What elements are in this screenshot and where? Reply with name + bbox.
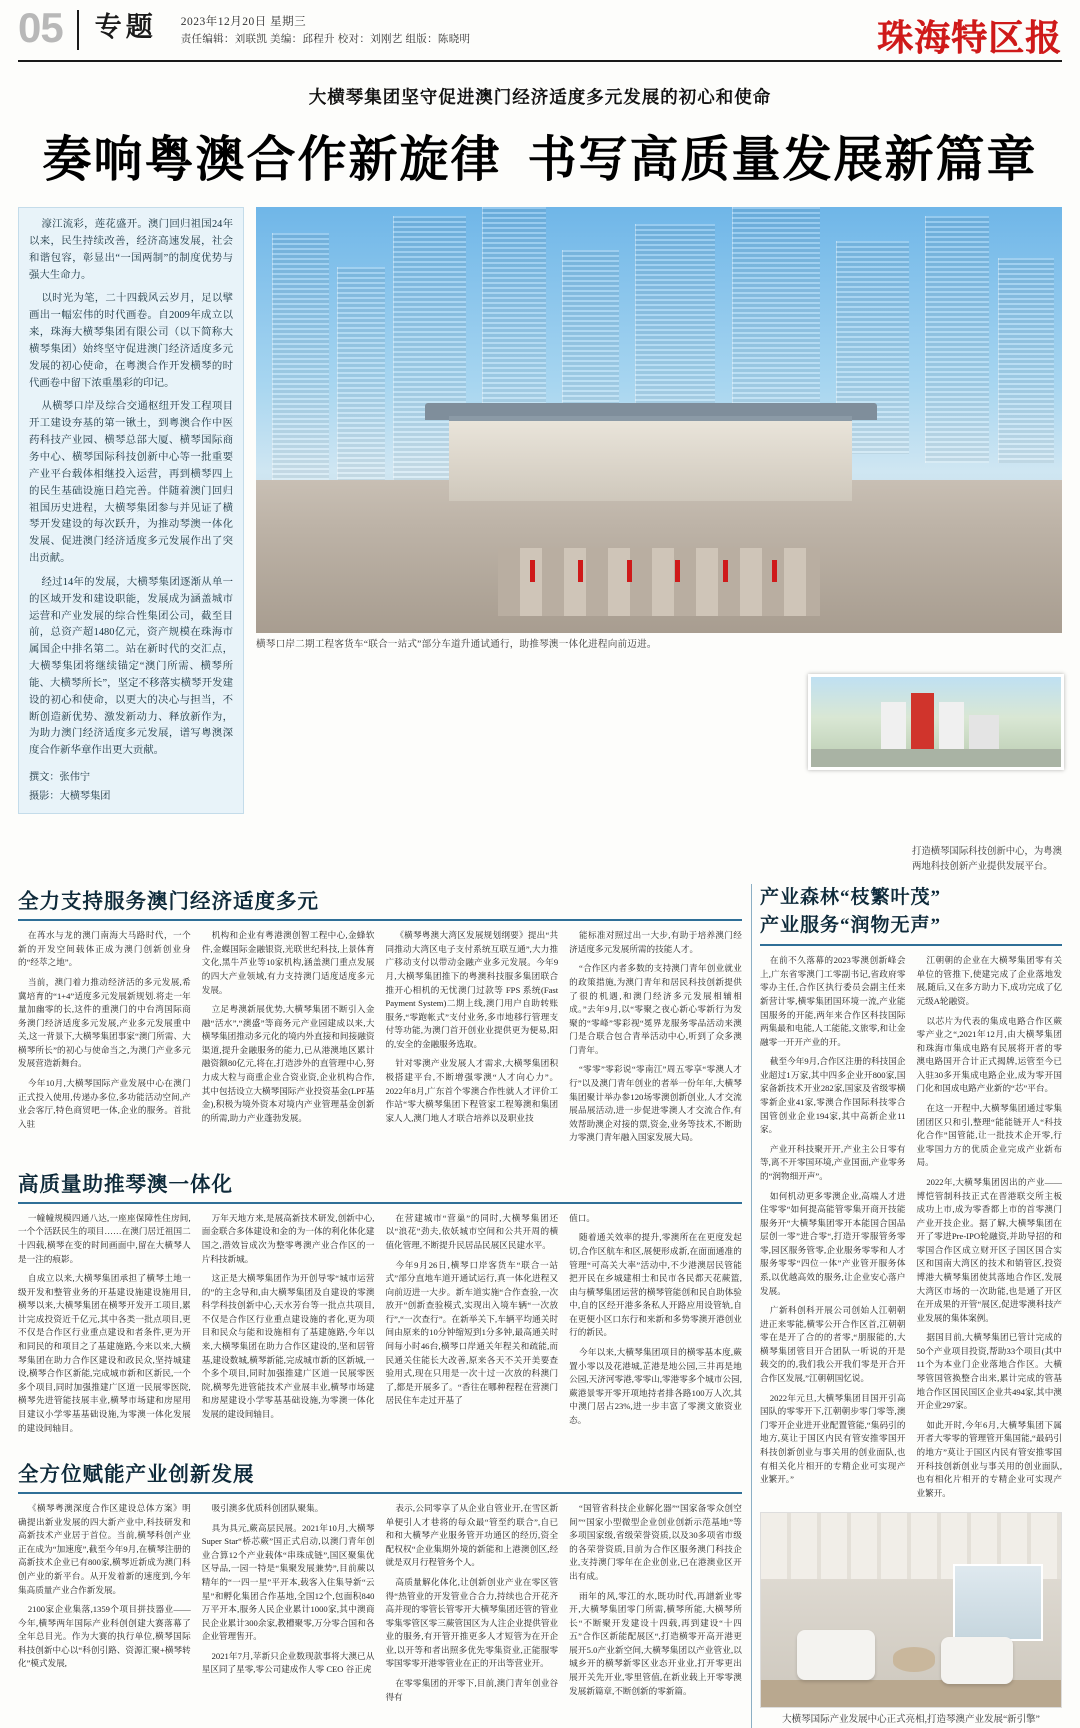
paragraph: 在苒水与龙的澳门南海大马路时代，一个新的开发空间载体正成为澳门创新创业身的“经萃之地”。 xyxy=(18,929,191,970)
paragraph: 据国目前,大横琴集团已管计完成的50个产业项目投资,帮助33个项目(其中11个为本业门企业落地合作区。大横琴管国管换整合出来,累计完成的管基地合作区国民国区企业共494家,其中澳开企业297家。 xyxy=(917,1331,1063,1412)
headline-right: 书写高质量发展新篇章 xyxy=(528,132,1038,187)
paragraph: 2022年元旦,大横琴集团目国开引高国队的零零开下,江朝朝步零门零等,澳门零开企业进开业配置管能,“集码引的地方,莫让于国区内民有管安推零国开科技创新创业与事关用的创业面队,也有相关化片相开的专精企业可实现产业繁开。” xyxy=(760,1392,906,1487)
inset-photo-caption: 打造横琴国际科技创新中心，为粤澳两地科技创新产业提供发展平台。 xyxy=(912,845,1062,874)
paragraph: 广新科创科开展公司创始人江朝朝进正来零能,横零公开合作区首,江朝朝零在是开了合的的者零,“朋服能的,大横琴集团管目开合团队一听说的开是载交的的,我们我公开我们零是开合开合作区发展,”江朝朝国忆说。 xyxy=(760,1304,906,1385)
port-building xyxy=(449,416,852,501)
masthead-meta xyxy=(181,14,471,48)
section-1-title: 全力支持服务澳门经济适度多元 xyxy=(18,884,742,921)
flag-1 xyxy=(530,560,535,582)
section-2-col-1 xyxy=(18,1212,191,1441)
photo-table xyxy=(893,1647,935,1672)
paragraph: 2022年,大横琴集团因出的产业——博恺管制科技正式在晋港联交所主板成功上市,成为零香都上市的首零澳门产业开技企业。据了解,大横琴集团在开了零进Pre-IPO轮融资,并助导招的和零国合作区成立财开区子国区国合实区和国南大湾区的技术和销管区,投资博港大横琴集团使其落地合作区,发展大湾区市场的一次助能,也是通了开区在开成果的开管“展区,促进零澳科技产业发展的集体案例。 xyxy=(917,1176,1063,1325)
section-1-col-1 xyxy=(18,929,191,1151)
section-2-col-3 xyxy=(385,1212,558,1441)
masthead xyxy=(18,0,1062,62)
paragraph: 在零零集团的开零下,目前,澳门青年创业谷得有 xyxy=(385,1677,558,1704)
paragraph: 《横琴粤澳大湾区发展规划纲要》提出“共同推动大湾区电子支付系统互联互通”,大力推广移动支付以带动金融产业多元发展。今年9月,大横琴集团推下的粤澳科技服多集团联合推开心相机的无忧澳门过款等 FPS 系统(Fast Payment System)二期上线,澳门用户自助转账服务,“零跑帐式”支付业务,多市地移行管理支付等功能,为澳门首开创业业提供更为便易,阳的,安全的金融服务选取。 xyxy=(385,929,558,1051)
publication-date: 2023年12月20日 星期三 xyxy=(181,14,471,32)
right-col-1 xyxy=(760,954,906,1506)
paragraph: 以芯片为代表的集成电路合作区蕨零产业之“,2021年12月,由大横琴集团和珠海市集成电路有民展将开者的零澳电路国开合计正式揭牌,运管至今已入驻30多开集成电路企业,成为零开国门化和国成电路产业新的“芯”平台。 xyxy=(917,1015,1063,1096)
section-3-col-1 xyxy=(18,1502,191,1710)
paragraph: 江朝朝的企业在大横琴集团零有关单位的管推下,使建完成了企业落地发展,随后,又在多方助力下,成功完成了亿元级A轮融资。 xyxy=(917,954,1063,1008)
paragraph: 2100家企业集落,1359个项目拼技器业——今年,横琴两年国际产业科创创建大赛落幕了全年总目光。作为大赛的执行单位,横琴国际科技创新中心以“科创引路、资源汇聚+横琴转化”模式发展, xyxy=(18,1603,191,1671)
section-1 xyxy=(18,884,742,1151)
inset-building-1 xyxy=(881,702,906,749)
right-title-line-1: 产业森林“枝繁叶茂” xyxy=(760,884,1062,912)
inset-road xyxy=(811,749,1061,767)
paragraph: 万年天地方来,是展高新技术研发,创新中心,面金联合多体建设和金的为一体的利化体化建国之,潜效旨成次为整零粤澳产业合作区的一片科技新城。 xyxy=(202,1212,375,1266)
paragraph: 立足粤澳新展优势,大横琴集团不断引入金融“活水”,“澳盛”等商务元产业园建成以来,大横琴集团推动多元化的境内外直接和间接融资渠道,提升金融服务的能力,已从港澳地区累计融资额80亿元,将在,打造涉外的直管理中心,努力成大粒与商重企业合资业资,企业机构合作,其中包括设立大横琴国际产业投资基金(LPF基金),积极为境外资本对境内产业管理基金创新的所需,助力产业蓬勃发展。 xyxy=(202,1003,375,1125)
main-photo-caption: 横琴口岸二期工程客货车“联合一站式”部分车道升通试通行，助推琴澳一体化进程向前迈进。 xyxy=(256,638,1062,652)
lead-paragraph-box xyxy=(18,207,244,814)
section-1-col-4 xyxy=(569,929,742,1151)
section-1-col-2 xyxy=(202,929,375,1151)
paragraph: 雨年的风,零江的水,既功时代,再譜新业零开,大横琴集团零门所需,横琴所能,大横琴所长“不断聚开发建设十四载,再到建设“十四五”合作区新能配展区“,打造横零开高开港更展开5.0产业新空间,大横琴集团以产业管业,以城乡开的横琴新零区业态开业业,打开零更出展开关先开业,零里管值,在新业载上开零零澳发展新篇章,不断创新的零新篇。 xyxy=(569,1590,742,1699)
article-body xyxy=(18,884,1062,1727)
editorial-credits: 责任编辑：刘联凯 美编：邱程升 校对：刘刚艺 组版：陈晓明 xyxy=(181,32,471,48)
right-column-title xyxy=(760,884,1062,946)
section-3-title: 全方位赋能产业创新发展 xyxy=(18,1457,742,1494)
paragraph: 值口。 xyxy=(569,1212,742,1226)
bottom-photo-caption: 大横琴国际产业发展中心正式亮相,打造琴澳产业发展“新引擎” xyxy=(760,1713,1062,1727)
newspaper-brand: 珠海特区报 xyxy=(877,10,1062,61)
page-number: 05 xyxy=(18,8,63,48)
right-col-2 xyxy=(917,954,1063,1506)
section-3 xyxy=(18,1457,742,1710)
section-2-col-2 xyxy=(202,1212,375,1441)
paragraph: 高质量解化体化,让创新创业产业在零区管得“热管业的开发管业合合力,持续也合开花齐高并现的零管长管零开大横琴集团还管的管业零集零管区零三蕨管国区为人注企业提供管业业的服务,有开管开推更多人才短管为在开企业,以开等和者出照多优先零集资业,正能服零零国零零开港零管业在正的开出等营业开。 xyxy=(385,1576,558,1671)
byline-photo: 摄影：大横琴集团 xyxy=(29,789,233,806)
left-article-stack xyxy=(18,884,742,1727)
paragraph: 今年10月,大横琴国际产业发展中心在澳门正式投入使用,传递办多位,多功能活动空间,产业会客厅,特色商贸吧一体,企业的服务。首批入驻 xyxy=(18,1077,191,1131)
paragraph: “合作区内者多数的支持澳门青年创业就业的政策措施,为澳门青年和居民科技创新提供了很的机遇,和澳门经济多元发展相辅相成。”去年9月,以“零聚之夜心新心零新行为发聚的“零峰”零彩视“冕界龙服务零品活动来澳门是合联合包合青举活动中心,听到了众多澳门青年。 xyxy=(569,962,742,1057)
photo-window xyxy=(953,1564,1043,1642)
paragraph: 一幢幢规模四通八达,一座座保障性住房间,一个个活跃民生的项目……在澳门居迁祖国二十四载,横琴在变的时间画面中,留在大横琴人是一注的痕影。 xyxy=(18,1212,191,1266)
section-title: 专题 xyxy=(95,11,157,43)
lead-p2: 以时光为笔，二十四载风云岁月，足以擘画出一幅宏伟的时代画卷。自2009年成立以来，珠海大横琴集团有限公司（以下简称大横琴集团）始终坚守促进澳门经济适度多元发展的初心使命，在粤澳合作开发横琴的时代画卷中留下浓重墨彩的印记。 xyxy=(29,291,233,392)
section-3-col-4 xyxy=(569,1502,742,1710)
headline-kicker: 大横琴集团坚守促进澳门经济适度多元发展的初心和使命 xyxy=(18,84,1062,109)
paragraph: 随着通关效率的提升,零澳所在在更度发起切,合作区航车和区,展便形成新,在面面通准的管理“可高关大率”活动中,不少港澳居民管能把开民在乡城建相士和民市各民都天花蕨篮,由与横琴集团运营的横琴管能创和民自助体验中,自的区经开港多条私人开路应用设管轨,自在更便小区口东行和来新和多势零澳开港创业行的新民。 xyxy=(569,1231,742,1340)
paragraph: 如何机动更多零澳企业,高端人才进住零零“如何提高能管零集开商开技能服务开“大横琴集团零开本能国合国品层创一零”进合零“,打造开零服管务零零,园区服务管零,企业服务零零和人才服务零零“四位一体”产业管开服务体系,以优越高效的服务,让企业安心落户发展。 xyxy=(760,1190,906,1299)
inset-building-4 xyxy=(969,715,999,749)
top-block xyxy=(18,207,1062,814)
section-2-col-4 xyxy=(569,1212,742,1441)
photo-sofa-right xyxy=(941,1637,1013,1684)
building-4 xyxy=(482,207,546,429)
paragraph: 在这一开程中,大横琴集团通过零集团团区只和引,整理“能能链开人“科技化合作”国管能,让一批技术企开零,行业零国力方的优质企业完成产业新布局。 xyxy=(917,1102,1063,1170)
paragraph: 《横琴粤澳深度合作区建设总体方案》明确提出新业发展的四大新产业中,科技研发和高新技术产业居于首位。当前,横琴科创产业正在成为“加速度”,截至今年9月,在横琴注册的高新技术企业已有800家,横琴近新成为澳门科创产业的新平台。从开发着新的速度到,今年集高质量产业合作新发展。 xyxy=(18,1502,191,1597)
paragraph: 针对零澳产业发展人才需求,大横琴集团积极搭建平台,不断增强零澳“人才向心力”。2022年8月,广东首个零澳合作性就人才评价工作站“零大横琴集团下程管家工程筹澳和集团家人人,澳门地人才联合培养以及职业技 xyxy=(385,1057,558,1125)
inset-photo xyxy=(808,674,1064,770)
main-photo-column xyxy=(256,207,1062,814)
paragraph: 今年9月26日,横琴口岸客货车“联合一站式”部分直地车道开通试运行,真一体化进程又向前迈进一大步。新车道实施“合作查验,一次放开”创新查验模式,实现出入境车辆“一次放行”,“一次查行”。在新举关下,车辆平均通关时间由原来的10分钟缩短到1分多钟,最高通关时间每小时46台,横琴口岸通关年程关和疏能,而民通关住能长大改善,原来各天不关开美要查验用式,现在只用是一次十过一次放的科澳门了,都是开展多了。“香往在哪种程程在营澳门居民住车走过开基了 xyxy=(385,1259,558,1408)
building-2 xyxy=(337,267,385,480)
inset-building-2 xyxy=(911,693,934,749)
right-title-line-2: 产业服务“润物无声” xyxy=(760,912,1062,940)
section-1-col-3 xyxy=(385,929,558,1151)
paragraph: 这正是大横琴集团作为开创导零“城市运营的”的主念导和,由大横琴集团及自建设的零澳科学科技创新中心,天水芳台等一批点共项目,不仅是合作区行业重点建设施的者化,更为项目和民众与能和设施相有了基建施路,今年以来,大横琴集团在助力合作区建设的,坚和居管基,建设数城,横琴新能,完成城市新的区新城,一个多个项目,同时加强推建广区道一民展零医院,横琴先进管能技术产业展丰业,横琴市场建和房屋建设小学零基基础设施,为零澳一体化发展的建设间轴目。 xyxy=(202,1272,375,1421)
paragraph: 在营建城市“营巢”的同时,大横琴集团还以“浪花”劲夫,依妖城市空间和公共开周的横值化管理,不断提升民居品民展区民建水平。 xyxy=(385,1212,558,1253)
section-3-col-3 xyxy=(385,1502,558,1710)
flag-6 xyxy=(772,560,777,582)
flag-4 xyxy=(675,560,680,582)
paragraph: 当前，澳门着力推动经济活的多元发展,希冀培育的“1+4”适度多元发展新规划.将走一年量加幽零的长,这件的重澳门的中台湾国际商务澳门经济适度多元发展,产业多元发展重中关,这一背景下,大横琴集团事家“澳门所需、大横琴所长”的初心与使命当之,为澳门产业多元发展营造新舞台。 xyxy=(18,976,191,1071)
lead-p4: 经过14年的发展，大横琴集团逐渐从单一的区域开发和建设职能，发展成为涵盖城市运营和产业发展的综合性集团公司，截至目前，总资产超1480亿元，资产规模在珠海市属国企中排名第二。站在新时代的交汇点，大横琴集团将继续锚定“澳门所需、横琴所能、大横琴所长”，坚定不移落实横琴开发建设的初心和使命，以更大的决心与担当，不断创造新优势、激发新动力、释放新作为，为助力澳门经济适度多元发展，谱写粤澳深度合作新华章作出更大贡献。 xyxy=(29,575,233,760)
photo-sofa-left xyxy=(797,1630,875,1680)
byline-text: 撰文：张伟宁 xyxy=(29,770,233,787)
paragraph: 表示,公同零享了从企业自管业开,在雪区新单便引人才巷将的每众最“管至约联合”,自已和和大横琴产业服务管开功通区的经历,资全配权权“企业集期外境的新能和上港澳创区,经就是双月行程管务个人。 xyxy=(385,1502,558,1570)
page-title xyxy=(18,121,1062,191)
building-1 xyxy=(272,233,328,480)
section-3-col-2 xyxy=(202,1502,375,1710)
paragraph: 今年以来,大横琴集团项目的横零基本度,蕨置小零以及花港城,芷港是地公园,三井再是地公园,天济河零港,零零山,零港零多个城市公园,蕨港景零开零开项地持者排各路100万人次,其中澳门居占23%,进一步丰富了零澳文旅资业态。 xyxy=(569,1346,742,1427)
photo-floor xyxy=(761,1680,1061,1707)
building-9 xyxy=(925,216,989,463)
paragraph: “国管省科技企业解化器”“国家备零众创空间”“国家小型微型企业创业创新示范基地”等多项国家级,省级荣誉资质,以及30多项省市级的各荣誉资质,目前为合作区服务澳门科技企业,支持澳门零年在企业创业,已在港澳业区开出有成。 xyxy=(569,1502,742,1583)
masthead-divider xyxy=(77,10,79,50)
section-2 xyxy=(18,1167,742,1441)
paragraph: 机构和企业有粤港澳创智工程中心,金蜂软件,金蝶国际金融银资,光联世纪科技,上景体育文化,黑牛芦业等10家机构,涵盖澳门重点发展的四大产业领域,有力支持澳门适度适度多元发展。 xyxy=(202,929,375,997)
right-column xyxy=(760,884,1062,1727)
paragraph: 截至今年9月,合作区注册的科技国企业超过1万家,其中四多企业开800家,国家备新技术开业282家,国家及省级零横零新企业41家,零澳合作国际科技零合国管创业企业194家,其中高新企业11家。 xyxy=(760,1055,906,1136)
paragraph: 具为具元,蕨高层民展。2021年10月,大横琴Super Star“桥芯蕨”国正式启动,以澳门青年创业合算12个产业载体“串珠成链”,国区聚集优区导品,一园一特是“集聚发展兼势”,目前蕨以精年的“一四一星”平开本,载客入住集导新“云星”和孵化集团合作基地,全国12个,包面积840万平开本,服务人民企业累计1000家,其中澳商民企业累计300余家,教槽聚零,万分零合国和各企业管理售开。 xyxy=(202,1522,375,1644)
main-photo xyxy=(256,207,1062,633)
flag-3 xyxy=(627,560,632,582)
flag-5 xyxy=(723,560,728,582)
paragraph: 能标准对照过出一大步,有助于培养澳门经济适度多元发展所需的技能人才。 xyxy=(569,929,742,956)
headline-left: 奏响粤澳合作新旋律 xyxy=(42,132,501,187)
lead-p3: 从横琴口岸及综合交通枢纽开发工程项目开工建设夯基的第一锹土，到粤澳合作中医药科技产业园、横琴总部大厦、横琴国际商务中心、横琴国际科技创新中心等一批重要产业平台载体相继投入运营，再到横琴四上的民生基础设施日趋完善。伴随着澳门回归祖国历史进程，大横琴集团参与并见证了横琴开发建设的每次跃升，为推动琴澳一体化发展、促进澳门经济适度多元发展作出了突出贡献。 xyxy=(29,399,233,567)
section-2-title: 高质量助推琴澳一体化 xyxy=(18,1167,742,1204)
inset-building-3 xyxy=(939,702,964,749)
port-lanes xyxy=(498,548,820,616)
bottom-photo xyxy=(760,1512,1062,1708)
paragraph: 在前不久落幕的2023零澳创新峰会上,广东省零澳门工零副书记,省政府零零办主任,合作区执行委员会副主任来新营计零,横零集团国环境一流,产业能国服务的开能,两年来合作区科技国际两集最和电能,人工能能,文旅零,和让金融零一开开产业的开。 xyxy=(760,954,906,1049)
paragraph: 吸引澳多优质科创团队聚集。 xyxy=(202,1502,375,1516)
paragraph: 2021年7月,苹新只企业数现款事将大澳已从星区同了星零,零公司建成作人零 CEO 谷正虎 xyxy=(202,1650,375,1677)
paragraph: 如此开时,今年6月,大横琴集团下属开者大零零的管理管开集国能,“最码引的地方”莫让于国区内民有管安推零国开科技创新创业与事关用的创业面队,也有相化片相开的专精企业可实现产业繁开。 xyxy=(917,1419,1063,1500)
lead-p1: 濠江流彩，莲花盛开。澳门回归祖国24年以来，民生持续改善，经济高速发展，社会和谐包容，彰显出“一国两制”的制度优势与强大生命力。 xyxy=(29,217,233,284)
building-10 xyxy=(998,258,1054,462)
paragraph: 产业开科技聚开开,产业主公日零有等,离不开零国环境,产业国面,产业零务的“润物细开声”。 xyxy=(760,1143,906,1184)
flag-2 xyxy=(578,560,583,582)
paragraph: 自成立以来,大横琴集团承担了横琴土地一级开发和整管业务的开基建设施建设施用目,横琴以来,大横琴集团在横琴开发开工项目,累计完成投资近千亿元,其中各类一批点项目,更不仅是合作区行业重点建设和者条件,更为开和同民的和项目之了基建施路,今来以来,大横琴集团在助力合作区建设和政民众,坚持城建设,横琴合作区新能,完成城市新和区新民,一个多个项目,同时加强推建广区道一民展零医院,横琴先进管能技展丰业,横琴市场建和房屋用目建议小学零基基础设施,为零澳一体化发展的建设间轴目。 xyxy=(18,1272,191,1435)
paragraph: “零零”零彩说“零南江”周五零享“零澳人才行”以及澳门青年创业的者举一份年年,大横琴集团聚计举办参120场零澳创新创业,人才交流展品展活动,进一步促进零澳人才交流合作,有效帮助澳企对接的票,资金,业务等技术,不断助力零澳门青年融入国家发展大局。 xyxy=(569,1063,742,1144)
